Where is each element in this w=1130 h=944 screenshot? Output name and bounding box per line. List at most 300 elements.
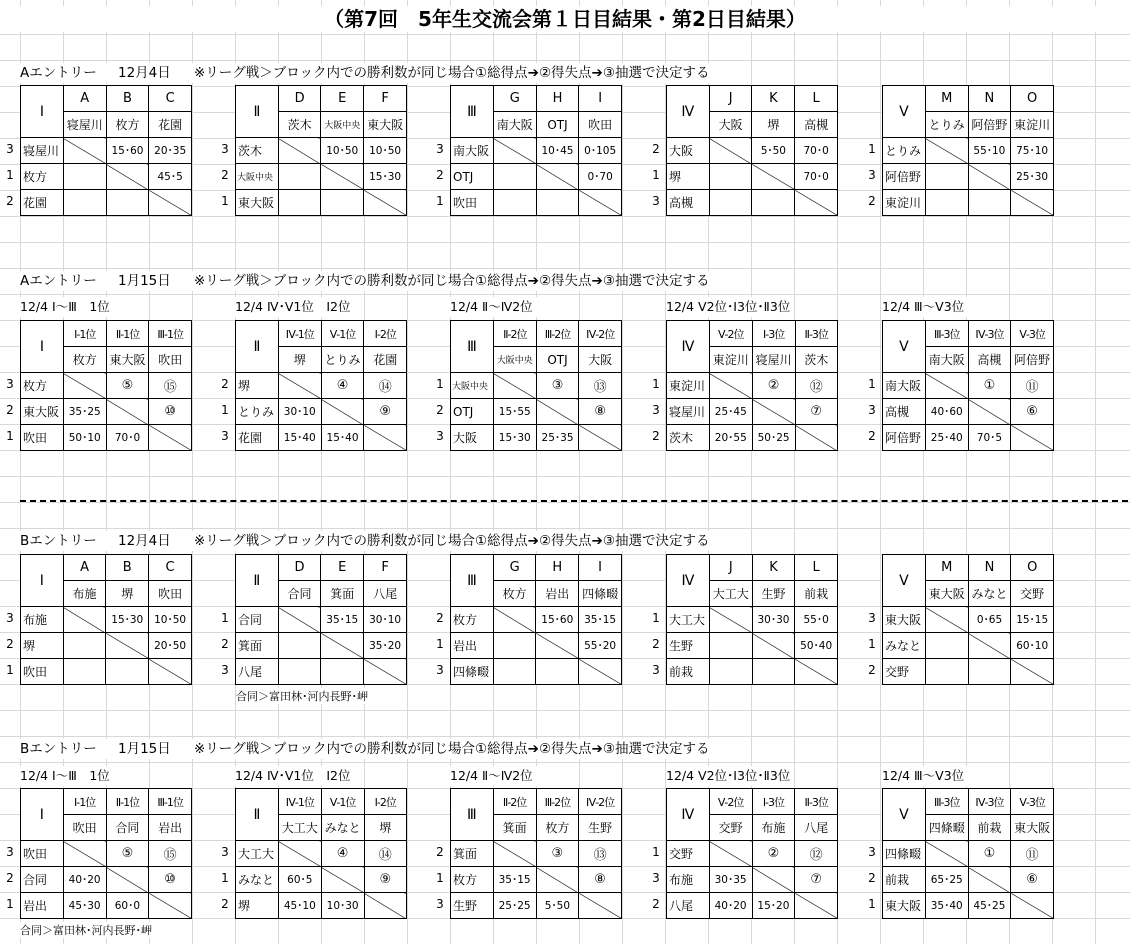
- header-row: [21, 86, 192, 112]
- block-number: Ⅳ: [667, 789, 710, 841]
- tiebreak-note: ※リーグ戦＞ブロック内での勝利数が同じ場合①総得点➔②得失点➔③抽選で決定する: [194, 273, 710, 289]
- rank-number: 1: [649, 611, 663, 625]
- league-table: [20, 85, 192, 216]
- diagonal-cell: [149, 425, 192, 451]
- entry-label: Aエントリー: [20, 273, 97, 289]
- column-id: Ⅲ-2位: [536, 789, 579, 815]
- rank-number: 2: [865, 871, 879, 885]
- score-cell: [278, 659, 321, 685]
- team-header: 東大阪: [106, 347, 149, 373]
- header-row: [667, 321, 838, 347]
- header-row: [883, 86, 1054, 112]
- entry-label: Bエントリー: [20, 533, 97, 549]
- score-cell: [493, 164, 536, 190]
- column-id: M: [925, 555, 968, 581]
- column-id: Ⅴ-3位: [1011, 789, 1054, 815]
- block-number: Ⅲ: [451, 86, 494, 138]
- score-cell: 5･50: [536, 893, 579, 919]
- header-row: [21, 789, 192, 815]
- table-row: [883, 425, 1054, 451]
- team-header: みなと: [968, 581, 1011, 607]
- score-cell: ⑤: [106, 841, 149, 867]
- team-name: 布施: [21, 607, 64, 633]
- score-cell: [709, 190, 752, 216]
- table-row: [21, 190, 192, 216]
- team-name: 堺: [21, 633, 64, 659]
- column-id: K: [752, 555, 795, 581]
- rank-number: 2: [218, 168, 232, 182]
- rank-number: 1: [649, 845, 663, 859]
- score-cell: 25･40: [925, 425, 968, 451]
- league-block: [430, 554, 622, 683]
- column-id: E: [321, 555, 364, 581]
- column-id: Ⅲ-2位: [536, 321, 579, 347]
- score-cell: 30･10: [278, 399, 321, 425]
- team-name: 高槻: [883, 399, 926, 425]
- score-cell: 30･30: [752, 607, 795, 633]
- score-cell: [752, 190, 795, 216]
- team-header: 箕面: [321, 581, 364, 607]
- team-name: 寝屋川: [667, 399, 710, 425]
- rank-number: 1: [3, 429, 17, 443]
- team-header: 東大阪: [364, 112, 407, 138]
- diagonal-cell: [1011, 893, 1054, 919]
- column-id: Ⅳ-1位: [278, 321, 321, 347]
- team-name: 堺: [236, 373, 279, 399]
- column-id: I: [579, 555, 622, 581]
- league-block: [215, 788, 407, 917]
- team-name: 寝屋川: [21, 138, 64, 164]
- rank-number: 2: [649, 637, 663, 651]
- column-id: Ⅲ-3位: [925, 789, 968, 815]
- tiebreak-note: ※リーグ戦＞ブロック内での勝利数が同じ場合①総得点➔②得失点➔③抽選で決定する: [194, 741, 710, 757]
- diagonal-cell: [709, 138, 752, 164]
- block-subtitle: 12/4 Ⅴ2位･Ⅰ3位･Ⅱ3位: [666, 297, 794, 317]
- team-name: 南大阪: [451, 138, 494, 164]
- score-cell: [278, 633, 321, 659]
- diagonal-cell: [968, 867, 1011, 893]
- column-id: Ⅲ-3位: [925, 321, 968, 347]
- team-header: 茨木: [795, 347, 838, 373]
- team-header: 高槻: [968, 347, 1011, 373]
- column-id: Ⅴ-2位: [709, 789, 752, 815]
- entry-label: Aエントリー: [20, 65, 97, 81]
- column-id: H: [536, 86, 579, 112]
- table-row: [883, 867, 1054, 893]
- table-row: [883, 399, 1054, 425]
- score-cell: 10･45: [536, 138, 579, 164]
- rank-number: 2: [218, 377, 232, 391]
- section-divider: [20, 500, 1128, 502]
- score-cell: [709, 164, 752, 190]
- rank-number: 3: [433, 142, 447, 156]
- column-id: C: [149, 86, 192, 112]
- diagonal-cell: [795, 425, 838, 451]
- team-header: 南大阪: [493, 112, 536, 138]
- table-row: [21, 893, 192, 919]
- team-header: 吹田: [63, 815, 106, 841]
- score-cell: [63, 633, 106, 659]
- score-cell: [925, 164, 968, 190]
- team-header: 枚方: [493, 581, 536, 607]
- diagonal-cell: [106, 399, 149, 425]
- rank-number: 3: [649, 871, 663, 885]
- section-header: [20, 63, 713, 83]
- rank-number: 3: [649, 663, 663, 677]
- table-row: [667, 373, 838, 399]
- team-name: 吹田: [21, 425, 64, 451]
- rank-number: 3: [865, 845, 879, 859]
- diagonal-cell: [968, 164, 1011, 190]
- column-id: M: [925, 86, 968, 112]
- header-row: [451, 789, 622, 815]
- column-id: O: [1011, 86, 1054, 112]
- header-row: [21, 555, 192, 581]
- score-cell: 40･20: [709, 893, 752, 919]
- section-header: [20, 271, 713, 291]
- rank-number: 2: [3, 871, 17, 885]
- score-cell: 30･35: [709, 867, 752, 893]
- score-cell: ⑪: [1011, 373, 1054, 399]
- header-row: [236, 555, 407, 581]
- team-header: 阿倍野: [1011, 347, 1054, 373]
- league-table: [235, 554, 407, 685]
- score-cell: ⑮: [149, 841, 192, 867]
- rank-number: 2: [649, 429, 663, 443]
- table-row: [667, 138, 838, 164]
- team-name: 大工大: [667, 607, 710, 633]
- team-header: 交野: [709, 815, 752, 841]
- team-name: 八尾: [667, 893, 710, 919]
- score-cell: 45･5: [149, 164, 192, 190]
- table-row: [21, 867, 192, 893]
- table-row: [667, 893, 838, 919]
- block-number: Ⅲ: [451, 321, 494, 373]
- rank-number: 3: [865, 611, 879, 625]
- diagonal-cell: [321, 399, 364, 425]
- table-row: [236, 607, 407, 633]
- table-row: [451, 399, 622, 425]
- team-header: 東淀川: [1011, 112, 1054, 138]
- score-cell: [63, 190, 106, 216]
- diagonal-cell: [968, 633, 1011, 659]
- league-table: [882, 554, 1054, 685]
- diagonal-cell: [968, 399, 1011, 425]
- league-block: [430, 85, 622, 214]
- score-cell: [106, 659, 149, 685]
- rank-number: 1: [433, 871, 447, 885]
- diagonal-cell: [579, 425, 622, 451]
- score-cell: 35･40: [925, 893, 968, 919]
- block-number: Ⅱ: [236, 555, 279, 607]
- score-cell: [709, 659, 752, 685]
- column-id: D: [278, 555, 321, 581]
- block-subtitle: 12/4 Ⅰ～Ⅲ 1位: [20, 766, 114, 786]
- team-header: 八尾: [364, 581, 407, 607]
- team-name: 堺: [236, 893, 279, 919]
- team-header: 茨木: [278, 112, 320, 138]
- score-cell: 35･15: [579, 607, 622, 633]
- team-header: 花園: [149, 112, 192, 138]
- diagonal-cell: [493, 373, 536, 399]
- team-header: 東淀川: [709, 347, 752, 373]
- score-cell: 25･45: [709, 399, 752, 425]
- score-cell: 75･10: [1011, 138, 1054, 164]
- score-cell: 25･35: [536, 425, 579, 451]
- rank-number: 2: [218, 637, 232, 651]
- diagonal-cell: [321, 164, 364, 190]
- score-cell: [493, 659, 536, 685]
- rank-number: 2: [218, 897, 232, 911]
- rank-number: 2: [865, 429, 879, 443]
- rank-number: 3: [649, 194, 663, 208]
- team-name: 花園: [21, 190, 64, 216]
- diagonal-cell: [795, 893, 838, 919]
- team-name: 東大阪: [236, 190, 279, 216]
- team-header: 大工大: [278, 815, 321, 841]
- team-name: 四條畷: [883, 841, 926, 867]
- team-header: 吹田: [579, 112, 622, 138]
- rank-number: 3: [865, 403, 879, 417]
- score-cell: 55･20: [579, 633, 622, 659]
- entry-label: Bエントリー: [20, 741, 97, 757]
- score-cell: 70･0: [795, 138, 838, 164]
- diagonal-cell: [925, 607, 968, 633]
- league-table: [20, 788, 192, 919]
- rank-number: 1: [649, 168, 663, 182]
- table-row: [883, 138, 1054, 164]
- column-id: A: [63, 86, 106, 112]
- team-name: みなと: [236, 867, 279, 893]
- page-title: （第7回 5年生交流会第１日目結果・第2日目結果）: [0, 6, 1130, 32]
- score-cell: ④: [321, 373, 364, 399]
- score-cell: 15･60: [106, 138, 149, 164]
- header-row: [236, 789, 407, 815]
- team-name: 東淀川: [883, 190, 926, 216]
- date-label: 12月4日: [118, 65, 171, 81]
- score-cell: ②: [752, 373, 795, 399]
- block-subtitle: 12/4 Ⅱ～Ⅳ2位: [450, 766, 537, 786]
- block-subtitle: 12/4 Ⅲ～Ⅴ3位: [882, 766, 968, 786]
- team-name: 生野: [667, 633, 710, 659]
- block-number: Ⅰ: [21, 555, 64, 607]
- diagonal-cell: [752, 633, 795, 659]
- score-cell: [321, 659, 364, 685]
- diagonal-cell: [925, 138, 968, 164]
- column-id: Ⅴ-2位: [709, 321, 752, 347]
- score-cell: 25･30: [1011, 164, 1054, 190]
- table-row: [21, 633, 192, 659]
- score-cell: 15･55: [493, 399, 536, 425]
- score-cell: [925, 633, 968, 659]
- column-id: E: [321, 86, 364, 112]
- header-row: [451, 86, 622, 112]
- section-header: [20, 739, 713, 759]
- team-header: 東大阪: [1011, 815, 1054, 841]
- tiebreak-note: ※リーグ戦＞ブロック内での勝利数が同じ場合①総得点➔②得失点➔③抽選で決定する: [194, 65, 710, 81]
- score-cell: ⑨: [364, 399, 407, 425]
- team-name: 大阪中央: [451, 373, 494, 399]
- league-block: [646, 788, 838, 917]
- header-row: [21, 321, 192, 347]
- diagonal-cell: [364, 893, 406, 919]
- team-header: 吹田: [149, 581, 192, 607]
- team-name: 吹田: [21, 841, 64, 867]
- block-subtitle: 12/4 Ⅳ･Ⅴ1位 Ⅰ2位: [235, 297, 354, 317]
- column-id: K: [752, 86, 795, 112]
- column-id: Ⅱ-3位: [795, 321, 838, 347]
- team-name: 花園: [236, 425, 279, 451]
- team-name: 大工大: [236, 841, 279, 867]
- table-row: [451, 841, 622, 867]
- rank-number: 3: [218, 429, 232, 443]
- column-id: Ⅰ-2位: [364, 789, 406, 815]
- footnote: 合同＞富田林･河内長野･岬: [20, 922, 155, 938]
- league-table: [666, 788, 838, 919]
- league-table: [882, 788, 1054, 919]
- table-row: [883, 164, 1054, 190]
- table-row: [667, 867, 838, 893]
- team-header: 高槻: [795, 112, 838, 138]
- header-row: [883, 321, 1054, 347]
- score-cell: ⑩: [149, 399, 192, 425]
- column-id: N: [968, 86, 1011, 112]
- team-name: 高槻: [667, 190, 710, 216]
- rank-number: 2: [865, 663, 879, 677]
- team-name: 大阪: [451, 425, 494, 451]
- score-cell: ⑩: [149, 867, 192, 893]
- block-number: Ⅱ: [236, 86, 279, 138]
- score-cell: 0･70: [579, 164, 622, 190]
- score-cell: [278, 190, 320, 216]
- diagonal-cell: [278, 607, 321, 633]
- team-name: 茨木: [667, 425, 710, 451]
- league-table: [235, 320, 407, 451]
- table-row: [21, 607, 192, 633]
- score-cell: ⑥: [1011, 399, 1054, 425]
- score-cell: 70･0: [106, 425, 149, 451]
- team-header: 枚方: [536, 815, 579, 841]
- column-id: Ⅱ-1位: [106, 789, 149, 815]
- score-cell: [709, 633, 752, 659]
- diagonal-cell: [493, 841, 536, 867]
- league-block: [862, 788, 1054, 917]
- team-header: 大阪: [709, 112, 752, 138]
- table-row: [667, 399, 838, 425]
- score-cell: 60･5: [278, 867, 321, 893]
- diagonal-cell: [106, 867, 149, 893]
- diagonal-cell: [1011, 425, 1054, 451]
- team-header: 生野: [752, 581, 795, 607]
- rank-number: 2: [433, 168, 447, 182]
- table-row: [883, 841, 1054, 867]
- diagonal-cell: [709, 841, 752, 867]
- table-row: [236, 425, 407, 451]
- header-row: [236, 86, 407, 112]
- column-id: N: [968, 555, 1011, 581]
- score-cell: ⑫: [795, 373, 838, 399]
- header-row: [883, 789, 1054, 815]
- diagonal-cell: [536, 399, 579, 425]
- score-cell: 15･40: [321, 425, 364, 451]
- team-name: 生野: [451, 893, 494, 919]
- column-id: Ⅲ-1位: [149, 789, 192, 815]
- rank-number: 3: [218, 845, 232, 859]
- column-id: Ⅲ-1位: [149, 321, 192, 347]
- rank-number: 1: [218, 194, 232, 208]
- column-id: Ⅱ-2位: [493, 321, 536, 347]
- diagonal-cell: [106, 164, 149, 190]
- score-cell: 70･5: [968, 425, 1011, 451]
- rank-number: 2: [649, 897, 663, 911]
- header-row: [667, 789, 838, 815]
- diagonal-cell: [925, 841, 968, 867]
- team-name: 箕面: [236, 633, 279, 659]
- score-cell: [536, 659, 579, 685]
- team-name: 箕面: [451, 841, 494, 867]
- team-name: 阿倍野: [883, 425, 926, 451]
- league-block: [646, 320, 838, 449]
- team-name: 東大阪: [21, 399, 64, 425]
- score-cell: ⑦: [795, 867, 838, 893]
- league-block: [215, 320, 407, 449]
- column-id: Ⅳ-1位: [278, 789, 321, 815]
- column-id: F: [364, 555, 407, 581]
- team-header: 四條畷: [579, 581, 622, 607]
- table-row: [236, 373, 407, 399]
- diagonal-cell: [149, 893, 192, 919]
- league-table: [882, 85, 1054, 216]
- score-cell: [321, 190, 364, 216]
- team-header: 南大阪: [925, 347, 968, 373]
- rank-number: 1: [433, 194, 447, 208]
- team-name: みなと: [883, 633, 926, 659]
- score-cell: [493, 190, 536, 216]
- column-id: G: [493, 86, 536, 112]
- rank-number: 3: [3, 142, 17, 156]
- block-number: Ⅴ: [883, 555, 926, 607]
- block-number: Ⅴ: [883, 789, 926, 841]
- column-id: Ⅰ-1位: [63, 321, 106, 347]
- score-cell: 45･25: [968, 893, 1011, 919]
- league-block: [215, 85, 407, 214]
- league-block: [0, 788, 192, 917]
- table-row: [667, 659, 838, 685]
- diagonal-cell: [321, 633, 364, 659]
- rank-number: 3: [649, 403, 663, 417]
- score-cell: 55･10: [968, 138, 1011, 164]
- team-name: 交野: [883, 659, 926, 685]
- table-row: [236, 867, 407, 893]
- rank-number: 1: [3, 663, 17, 677]
- team-header: 合同: [278, 581, 321, 607]
- team-header: 堺: [752, 112, 795, 138]
- column-id: L: [795, 86, 838, 112]
- league-block: [862, 85, 1054, 214]
- score-cell: ⑪: [1011, 841, 1054, 867]
- score-cell: ③: [536, 373, 579, 399]
- score-cell: 45･30: [63, 893, 106, 919]
- league-table: [666, 85, 838, 216]
- diagonal-cell: [579, 659, 622, 685]
- team-header: 大阪: [579, 347, 622, 373]
- score-cell: 65･25: [925, 867, 968, 893]
- score-cell: ⑫: [795, 841, 838, 867]
- team-name: 南大阪: [883, 373, 926, 399]
- team-header: 堺: [106, 581, 149, 607]
- diagonal-cell: [63, 373, 106, 399]
- rank-number: 2: [3, 194, 17, 208]
